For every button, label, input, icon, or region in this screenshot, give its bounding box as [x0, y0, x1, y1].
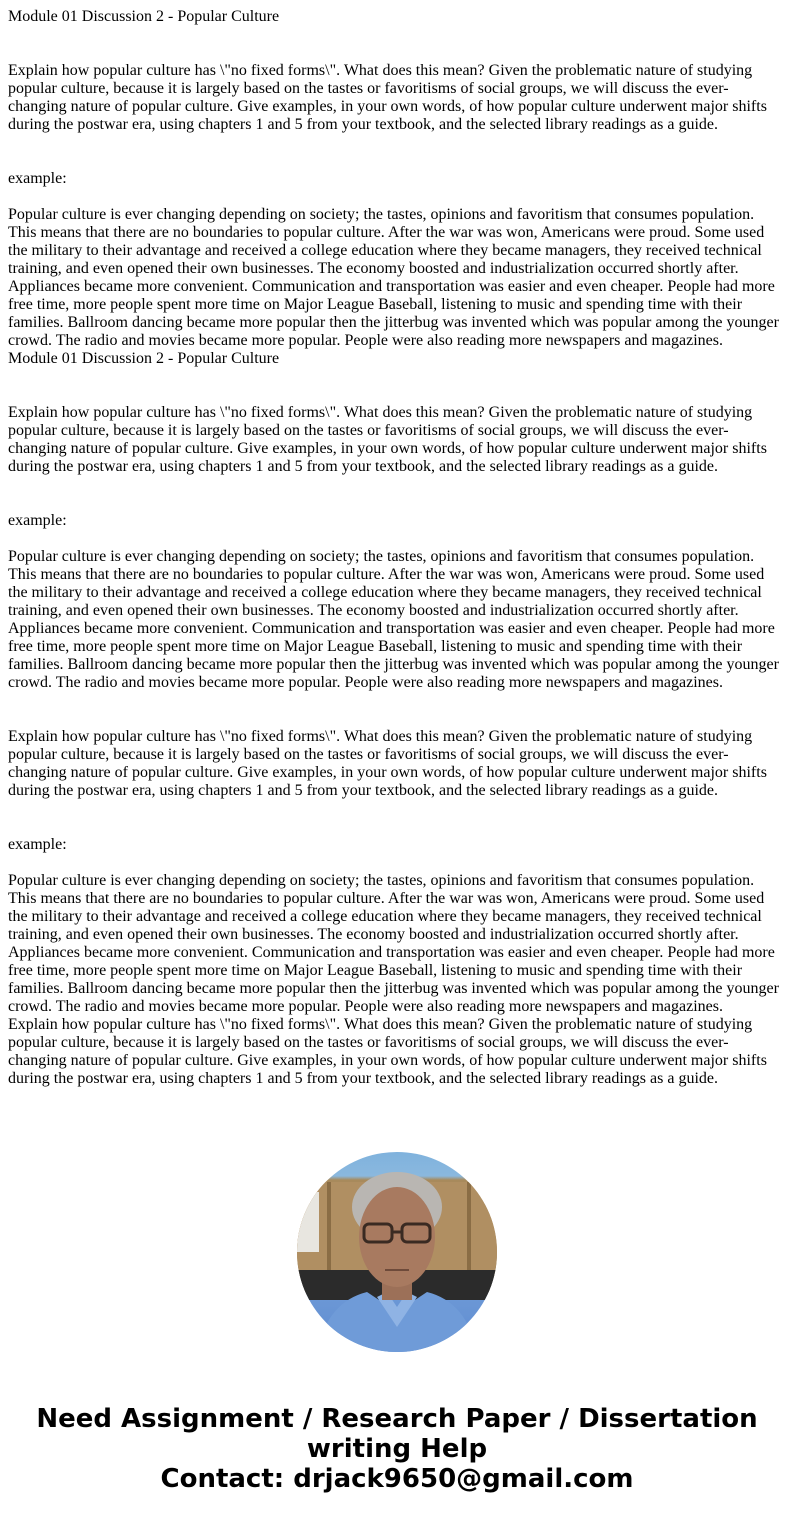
person-portrait-icon: [297, 1152, 497, 1352]
example-paragraph: Popular culture is ever changing depending on society; the tastes, opinions and favoritism that consumes population. This means that there are no boundaries to popular culture. After the war was won, Americans were proud. Some used the military to their advantage and received a college education where they became managers, they received technical training, and even opened their own businesses. The economy boosted and industrialization occurred shortly after. Appliances became more convenient. Communication and transportation was easier and even cheaper. People had more free time, more people spent more time on Major League Baseball, listening to music and spending time with their families. Ballroom dancing became more popular then the jitterbug was invented which was popular among the younger crowd. The radio and movies became more popular. People were also reading more newspapers and magazines.: [8, 206, 779, 349]
contact-footer: [0, 1404, 794, 1494]
prompt-paragraph: Explain how popular culture has \"no fixed forms\". What does this mean? Given the problematic nature of studying popular culture, because it is largely based on the tastes or favoritisms of social groups, we will discuss the ever-changing nature of popular culture. Give examples, in your own words, of how popular culture underwent major shifts during the postwar era, using chapters 1 and 5 from your textbook, and the selected library readings as a guide.: [8, 1016, 767, 1087]
example-label: example:: [8, 170, 67, 187]
footer-contact-email: Contact: drjack9650@gmail.com: [160, 1464, 634, 1494]
author-photo: [297, 1152, 497, 1352]
footer-headline-cont: writing Help: [306, 1434, 488, 1464]
prompt-paragraph: Explain how popular culture has \"no fixed forms\". What does this mean? Given the problematic nature of studying popular culture, because it is largely based on the tastes or favoritisms of social groups, we will discuss the ever-changing nature of popular culture. Give examples, in your own words, of how popular culture underwent major shifts during the postwar era, using chapters 1 and 5 from your textbook, and the selected library readings as a guide.: [8, 404, 767, 475]
example-paragraph: Popular culture is ever changing depending on society; the tastes, opinions and favoritism that consumes population. This means that there are no boundaries to popular culture. After the war was won, Americans were proud. Some used the military to their advantage and received a college education where they became managers, they received technical training, and even opened their own businesses. The economy boosted and industrialization occurred shortly after. Appliances became more convenient. Communication and transportation was easier and even cheaper. People had more free time, more people spent more time on Major League Baseball, listening to music and spending time with their families. Ballroom dancing became more popular then the jitterbug was invented which was popular among the younger crowd. The radio and movies became more popular. People were also reading more newspapers and magazines.: [8, 872, 779, 1015]
photo-container: [0, 1152, 794, 1352]
footer-headline: Need Assignment / Research Paper / Dissertation: [36, 1404, 758, 1434]
prompt-paragraph: Explain how popular culture has \"no fixed forms\". What does this mean? Given the problematic nature of studying popular culture, because it is largely based on the tastes or favoritisms of social groups, we will discuss the ever-changing nature of popular culture. Give examples, in your own words, of how popular culture underwent major shifts during the postwar era, using chapters 1 and 5 from your textbook, and the selected library readings as a guide.: [8, 62, 767, 133]
example-paragraph: Popular culture is ever changing depending on society; the tastes, opinions and favoritism that consumes population. This means that there are no boundaries to popular culture. After the war was won, Americans were proud. Some used the military to their advantage and received a college education where they became managers, they received technical training, and even opened their own businesses. The economy boosted and industrialization occurred shortly after. Appliances became more convenient. Communication and transportation was easier and even cheaper. People had more free time, more people spent more time on Major League Baseball, listening to music and spending time with their families. Ballroom dancing became more popular then the jitterbug was invented which was popular among the younger crowd. The radio and movies became more popular. People were also reading more newspapers and magazines.: [8, 548, 779, 691]
prompt-paragraph: Explain how popular culture has \"no fixed forms\". What does this mean? Given the problematic nature of studying popular culture, because it is largely based on the tastes or favoritisms of social groups, we will discuss the ever-changing nature of popular culture. Give examples, in your own words, of how popular culture underwent major shifts during the postwar era, using chapters 1 and 5 from your textbook, and the selected library readings as a guide.: [8, 728, 767, 799]
document-title: Module 01 Discussion 2 - Popular Culture: [8, 8, 280, 25]
example-label: example:: [8, 512, 67, 529]
example-label: example:: [8, 836, 67, 853]
document-title: Module 01 Discussion 2 - Popular Culture: [8, 350, 280, 367]
